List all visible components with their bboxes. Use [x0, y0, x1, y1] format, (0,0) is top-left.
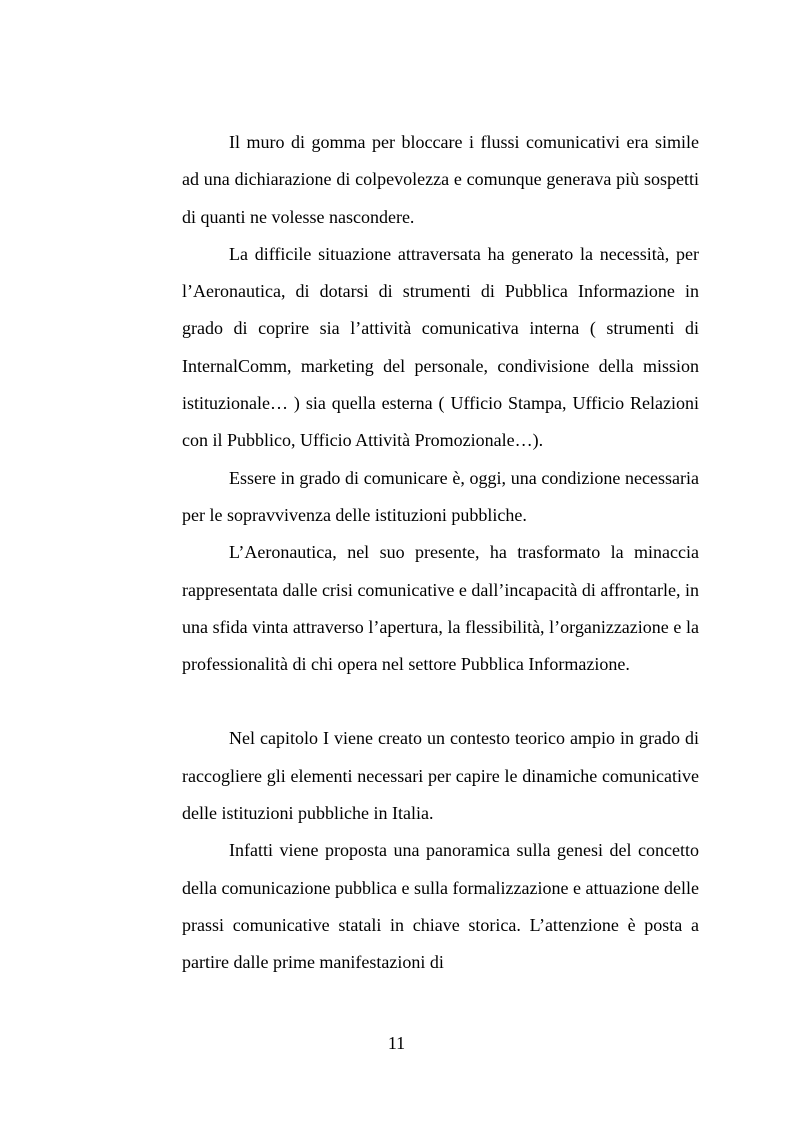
- page-number: 11: [387, 1033, 406, 1053]
- paragraph-chapter-one: Nel capitolo I viene creato un contesto teorico ampio in grado di raccogliere gli elementi necessari per capire le dinamiche comunicative delle istituzioni pubbliche in Italia.: [182, 728, 699, 824]
- page-body: [182, 124, 699, 982]
- paragraph-communication-necessity: Essere in grado di comunicare è, oggi, una condizione necessaria per le sopravvivenza delle istituzioni pubbliche.: [182, 467, 699, 525]
- paragraph-difficult-situation: La difficile situazione attraversata ha generato la necessità, per l’Aeronautica, di dotarsi di strumenti di Pubblica Informazione in grado di coprire sia l’attività comunicativa interna ( strumenti di InternalComm, marketing del personale, condivisione della mission istituzionale… ) sia quella esterna ( Ufficio Stampa, Ufficio Relazioni con il Pubblico, Ufficio Attività Promozionale…).: [182, 243, 699, 451]
- paragraph-panoramica: Infatti viene proposta una panoramica sulla genesi del concetto della comunicazione pubblica e sulla formalizzazione e attuazione delle prassi comunicative statali in chiave storica. L’attenzione è posta a partire dalle prime manifestazioni di: [182, 840, 699, 973]
- paragraph-rubber-wall: Il muro di gomma per bloccare i flussi comunicativi era simile ad una dichiarazione di colpevolezza e comunque generava più sospetti di quanti ne volesse nascondere.: [182, 132, 699, 227]
- paragraph-aeronautica-present: L’Aeronautica, nel suo presente, ha trasformato la minaccia rappresentata dalle crisi comunicative e dall’incapacità di affrontarle, in una sfida vinta attraverso l’apertura, la flessibilità, l’organizzazione e la professionalità di chi opera nel settore Pubblica Informazione.: [182, 542, 699, 675]
